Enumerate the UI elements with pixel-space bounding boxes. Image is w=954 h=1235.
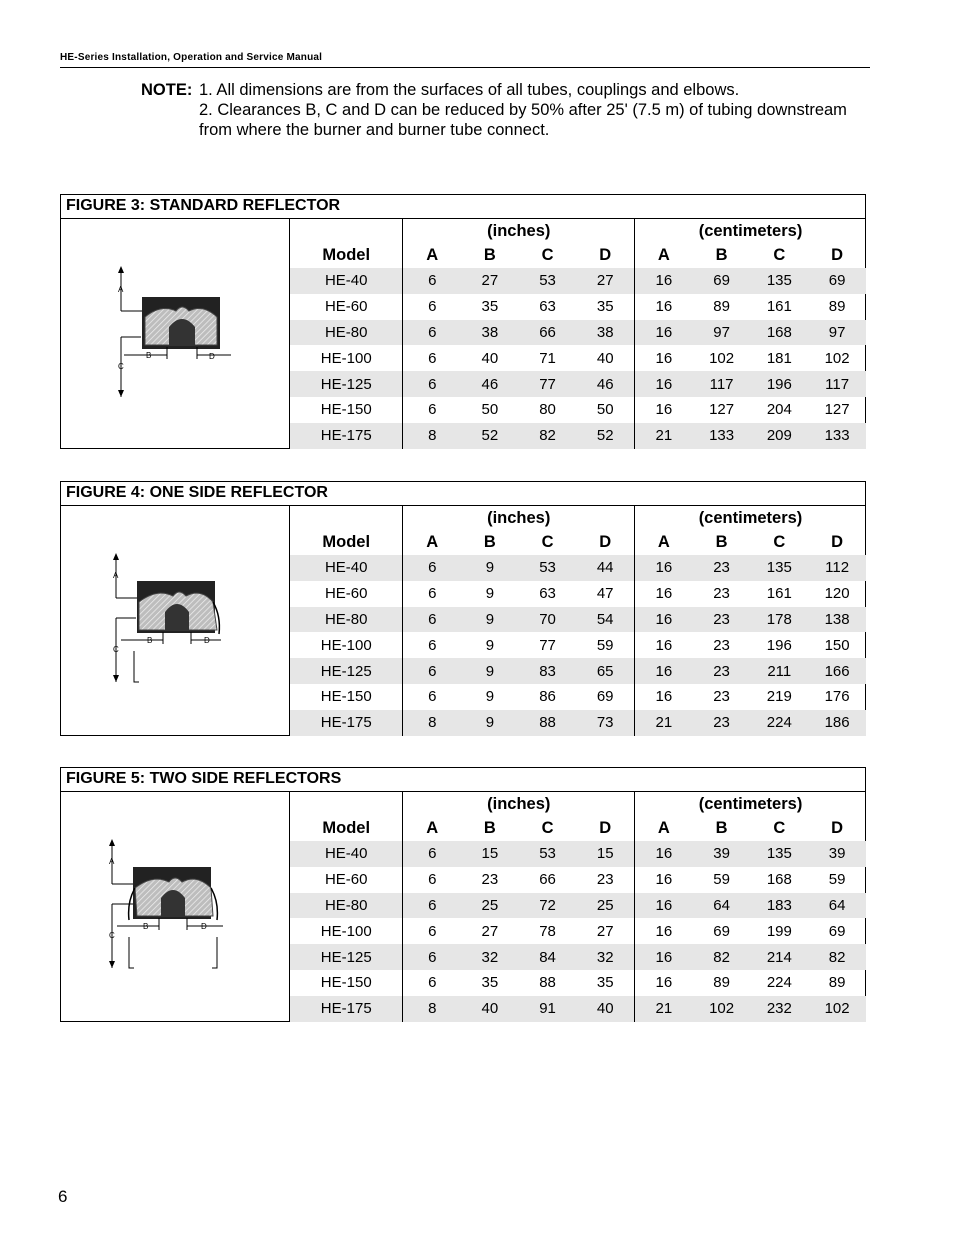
dimension-cell: 83	[519, 658, 577, 684]
col-header: B	[483, 246, 496, 264]
label-a: A	[109, 857, 115, 866]
dimension-cell: 23	[713, 688, 730, 706]
dimension-cell: 9	[485, 636, 495, 654]
label-b: B	[147, 636, 153, 645]
clearance-b-d-arrows	[117, 918, 223, 930]
dimension-cell: 224	[750, 710, 808, 736]
model-cell: HE-80	[290, 320, 403, 346]
dimension-cell: 25	[576, 893, 634, 919]
dimension-cell: 102	[824, 349, 850, 367]
dimension-cell: 23	[713, 636, 730, 654]
dimension-cell: 16	[635, 371, 693, 397]
label-b: B	[146, 351, 152, 360]
dimension-cell: 50	[481, 401, 499, 419]
model-cell: HE-80	[290, 893, 403, 919]
dimension-cell: 40	[461, 996, 519, 1022]
dimension-cell: 53	[519, 555, 577, 581]
dimension-cell: 133	[808, 423, 866, 449]
dimension-cell: 38	[576, 320, 634, 346]
dimension-cell: 150	[824, 636, 850, 654]
table-row	[290, 294, 866, 320]
dimension-cell: 73	[576, 710, 634, 736]
dimension-cell: 21	[635, 423, 693, 449]
dimension-cell: 133	[693, 423, 751, 449]
note-label: NOTE:	[141, 81, 193, 99]
dimension-cell: 6	[403, 658, 461, 684]
dimension-cell: 70	[519, 607, 577, 633]
col-header: D	[831, 533, 844, 551]
dimension-cell: 40	[596, 349, 614, 367]
dimension-cell: 27	[576, 268, 634, 294]
dimension-cell: 40	[481, 349, 499, 367]
table-row	[290, 423, 866, 449]
model-cell: HE-175	[290, 423, 403, 449]
dimension-cell: 23	[693, 658, 751, 684]
table-row	[290, 345, 866, 371]
dimension-cell: 112	[808, 555, 866, 581]
dimension-cell: 186	[808, 710, 866, 736]
dimension-cell: 23	[693, 607, 751, 633]
dimension-cell: 6	[403, 581, 461, 607]
dimension-cell: 224	[766, 974, 792, 992]
table-row	[290, 658, 866, 684]
dimension-cell: 6	[403, 867, 461, 893]
dimension-cell: 127	[824, 401, 850, 419]
dimension-cell: 84	[519, 944, 577, 970]
table-row	[290, 684, 866, 710]
dimension-cell: 204	[766, 401, 792, 419]
dimension-cell: 39	[693, 841, 751, 867]
dimension-cell: 25	[461, 893, 519, 919]
dimension-cell: 65	[576, 658, 634, 684]
table-row	[290, 397, 866, 423]
dimension-cell: 21	[635, 996, 693, 1022]
dimension-cell: 232	[750, 996, 808, 1022]
table-row	[290, 581, 866, 607]
model-cell: HE-80	[290, 607, 403, 633]
inches-header: (inches)	[403, 792, 635, 816]
col-header: B	[715, 533, 728, 551]
dimension-cell: 97	[808, 320, 866, 346]
dimension-cell: 161	[766, 298, 792, 316]
col-header: A	[635, 530, 693, 555]
table-row	[290, 607, 866, 633]
centimeters-header: (centimeters)	[635, 219, 866, 243]
dimension-cell: 88	[539, 974, 556, 992]
dimension-cell: 23	[693, 710, 751, 736]
dimension-cell: 16	[635, 294, 693, 320]
dimension-cell: 6	[403, 893, 461, 919]
dimension-cell: 127	[709, 401, 735, 419]
dimension-cell: 32	[461, 944, 519, 970]
dimension-cell: 211	[750, 658, 808, 684]
dimension-cell: 50	[596, 401, 614, 419]
dimension-cell: 16	[635, 607, 693, 633]
model-cell: HE-60	[324, 585, 368, 603]
dimension-cell: 64	[693, 893, 751, 919]
dimension-cell: 9	[461, 555, 519, 581]
dimension-cell: 38	[461, 320, 519, 346]
dimension-cell: 209	[750, 423, 808, 449]
dimension-cell: 82	[519, 423, 577, 449]
dimension-cell: 77	[539, 636, 556, 654]
dimension-cell: 16	[635, 841, 693, 867]
dimension-cell: 6	[403, 918, 461, 944]
dimension-cell: 88	[519, 710, 577, 736]
table-row	[290, 320, 866, 346]
dimension-cell: 52	[576, 423, 634, 449]
model-cell: HE-175	[290, 710, 403, 736]
col-header: D	[599, 819, 612, 837]
dimension-cell: 6	[403, 397, 461, 423]
model-header: Model	[322, 533, 371, 551]
model-header: Model	[322, 819, 371, 837]
dimension-cell: 35	[481, 974, 499, 992]
model-cell: HE-100	[320, 349, 372, 367]
table-row	[290, 944, 866, 970]
dimension-cell: 166	[808, 658, 866, 684]
standard-reflector-diagram	[61, 219, 290, 448]
note-line-3: from where the burner and burner tube connect.	[199, 121, 550, 139]
dimension-cell: 89	[828, 974, 846, 992]
table-row	[290, 996, 866, 1022]
dimension-cell: 16	[635, 684, 693, 710]
dimension-cell: 89	[828, 298, 846, 316]
centimeters-header: (centimeters)	[635, 792, 866, 816]
dimension-cell: 64	[808, 893, 866, 919]
dimension-cell: 16	[635, 944, 693, 970]
dimension-cell: 23	[481, 871, 499, 889]
dimension-cell: 27	[596, 922, 614, 940]
col-header: A	[635, 816, 693, 841]
col-header: B	[483, 533, 496, 551]
dimension-cell: 102	[808, 996, 866, 1022]
dimension-cell: 77	[519, 371, 577, 397]
dimension-cell: 59	[713, 871, 730, 889]
label-b: B	[143, 922, 149, 931]
dimension-cell: 196	[766, 636, 792, 654]
page-number: 6	[58, 1187, 68, 1206]
dimension-cell: 6	[403, 970, 461, 996]
dimension-cell: 8	[403, 710, 461, 736]
col-header: D	[831, 819, 844, 837]
dimension-cell: 16	[635, 555, 693, 581]
model-cell: HE-150	[320, 401, 372, 419]
figure-title: FIGURE 3: STANDARD REFLECTOR	[61, 195, 865, 219]
dimension-cell: 161	[766, 585, 792, 603]
model-cell: HE-100	[320, 636, 372, 654]
dimension-cell: 46	[576, 371, 634, 397]
label-d: D	[209, 352, 215, 361]
dimension-cell: 69	[808, 268, 866, 294]
dimension-cell: 176	[824, 688, 850, 706]
dimension-cell: 23	[596, 871, 614, 889]
dimension-cell: 168	[750, 320, 808, 346]
dimension-cell: 52	[461, 423, 519, 449]
figure-title: FIGURE 5: TWO SIDE REFLECTORS	[61, 768, 865, 792]
dimension-cell: 6	[403, 555, 461, 581]
table-row	[290, 867, 866, 893]
dimension-cell: 9	[461, 710, 519, 736]
dimension-cell: 69	[596, 688, 614, 706]
dimension-cell: 6	[403, 944, 461, 970]
dimension-cell: 9	[461, 607, 519, 633]
table-row	[290, 710, 866, 736]
dimension-cell: 9	[485, 688, 495, 706]
dimension-cell: 219	[766, 688, 792, 706]
col-header: C	[541, 246, 554, 264]
table-row	[290, 268, 866, 294]
dimension-cell: 6	[403, 684, 461, 710]
dimension-cell: 6	[403, 345, 461, 371]
dimension-cell: 6	[403, 632, 461, 658]
dimension-cell: 199	[766, 922, 792, 940]
model-header: Model	[322, 246, 371, 264]
col-header: C	[773, 819, 786, 837]
dimension-cell: 6	[403, 371, 461, 397]
dimension-cell: 23	[713, 585, 730, 603]
dimension-cell: 8	[403, 996, 461, 1022]
col-header: A	[403, 816, 461, 841]
inches-header: (inches)	[403, 506, 635, 530]
dimension-cell: 15	[461, 841, 519, 867]
model-cell: HE-40	[290, 555, 403, 581]
dimension-cell: 117	[808, 371, 866, 397]
dimension-cell: 178	[750, 607, 808, 633]
dimension-cell: 21	[635, 710, 693, 736]
dimension-cell: 82	[808, 944, 866, 970]
dimension-cell: 102	[693, 996, 751, 1022]
table-row	[290, 970, 866, 996]
label-c: C	[113, 645, 119, 654]
dimension-cell: 71	[539, 349, 556, 367]
dimensions-table	[290, 219, 866, 449]
dimension-cell: 6	[403, 320, 461, 346]
dimension-cell: 32	[576, 944, 634, 970]
dimension-cell: 168	[766, 871, 792, 889]
figure-one-side-reflector	[60, 481, 866, 736]
dimension-cell: 183	[750, 893, 808, 919]
dimension-cell: 16	[635, 268, 693, 294]
col-header: A	[635, 243, 693, 268]
col-header: D	[599, 533, 612, 551]
col-header: C	[541, 533, 554, 551]
one-side-reflector-diagram	[61, 506, 290, 735]
label-c: C	[109, 931, 115, 940]
dimension-cell: 138	[808, 607, 866, 633]
model-cell: HE-125	[290, 944, 403, 970]
dimension-cell: 8	[403, 423, 461, 449]
manual-header: HE-Series Installation, Operation and Service Manual	[60, 52, 870, 68]
dimension-cell: 54	[576, 607, 634, 633]
dimension-cell: 117	[693, 371, 751, 397]
dimension-cell: 102	[709, 349, 735, 367]
col-header: A	[403, 530, 461, 555]
table-row	[290, 632, 866, 658]
dimension-cell: 66	[539, 871, 556, 889]
two-side-reflectors-diagram	[61, 792, 290, 1021]
dimension-cell: 16	[635, 397, 693, 423]
col-header: D	[831, 246, 844, 264]
model-cell: HE-150	[320, 688, 372, 706]
col-header: C	[773, 246, 786, 264]
dimension-cell: 16	[635, 632, 693, 658]
col-header: B	[715, 246, 728, 264]
col-header: A	[403, 243, 461, 268]
label-c: C	[118, 362, 124, 371]
dimension-cell: 35	[481, 298, 499, 316]
dimension-cell: 53	[519, 268, 577, 294]
dimension-cell: 6	[403, 268, 461, 294]
dimension-cell: 6	[403, 841, 461, 867]
dimension-cell: 16	[635, 581, 693, 607]
dimension-cell: 135	[750, 555, 808, 581]
table-row	[290, 841, 866, 867]
dimension-cell: 59	[596, 636, 614, 654]
dimension-cell: 35	[596, 974, 614, 992]
model-cell: HE-60	[324, 871, 368, 889]
dimension-cell: 66	[519, 320, 577, 346]
dimension-cell: 6	[403, 607, 461, 633]
dimension-cell: 120	[824, 585, 850, 603]
dimension-cell: 69	[828, 922, 846, 940]
dimensions-table	[290, 506, 866, 736]
col-header: B	[483, 819, 496, 837]
col-header: D	[599, 246, 612, 264]
dimension-cell: 214	[750, 944, 808, 970]
dimension-cell: 46	[461, 371, 519, 397]
dimension-cell: 80	[539, 401, 556, 419]
table-row	[290, 918, 866, 944]
inches-header: (inches)	[403, 219, 635, 243]
model-cell: HE-100	[320, 922, 372, 940]
dimension-cell: 53	[519, 841, 577, 867]
figure-title: FIGURE 4: ONE SIDE REFLECTOR	[61, 482, 865, 506]
model-cell: HE-125	[290, 371, 403, 397]
dimension-cell: 15	[576, 841, 634, 867]
label-d: D	[204, 636, 210, 645]
table-row	[290, 893, 866, 919]
model-cell: HE-40	[290, 841, 403, 867]
dimension-cell: 72	[519, 893, 577, 919]
dimension-cell: 16	[635, 320, 693, 346]
dimension-cell: 135	[750, 268, 808, 294]
dimension-cell: 47	[596, 585, 614, 603]
dimension-cell: 91	[519, 996, 577, 1022]
dimension-cell: 63	[539, 298, 556, 316]
dimension-cell: 6	[403, 294, 461, 320]
dimension-cell: 86	[539, 688, 556, 706]
col-header: C	[773, 533, 786, 551]
model-cell: HE-150	[320, 974, 372, 992]
dimension-cell: 89	[713, 974, 730, 992]
dimension-cell: 16	[635, 658, 693, 684]
dimension-cell: 82	[693, 944, 751, 970]
figure-standard-reflector	[60, 194, 866, 449]
label-a: A	[118, 285, 124, 294]
dimension-cell: 78	[539, 922, 556, 940]
dimension-cell: 16	[635, 893, 693, 919]
table-row	[290, 371, 866, 397]
label-a: A	[113, 571, 119, 580]
centimeters-header: (centimeters)	[635, 506, 866, 530]
model-cell: HE-125	[290, 658, 403, 684]
dimension-cell: 16	[635, 345, 693, 371]
dimension-cell: 196	[750, 371, 808, 397]
model-cell: HE-40	[290, 268, 403, 294]
model-cell: HE-175	[290, 996, 403, 1022]
dimension-cell: 40	[576, 996, 634, 1022]
dimension-cell: 9	[485, 585, 495, 603]
figure-two-side-reflectors	[60, 767, 866, 1022]
dimension-cell: 27	[461, 268, 519, 294]
dimension-cell: 89	[713, 298, 730, 316]
dimension-cell: 39	[808, 841, 866, 867]
dimension-cell: 35	[596, 298, 614, 316]
dimension-cell: 27	[481, 922, 499, 940]
dimension-cell: 16	[635, 918, 693, 944]
note-line-1: 1. All dimensions are from the surfaces of all tubes, couplings and elbows.	[199, 81, 740, 99]
label-d: D	[201, 922, 207, 931]
table-row	[290, 555, 866, 581]
dimension-cell: 16	[635, 970, 693, 996]
dimension-cell: 181	[766, 349, 792, 367]
dimension-cell: 135	[750, 841, 808, 867]
note-line-2: 2. Clearances B, C and D can be reduced by 50% after 25' (7.5 m) of tubing downstream	[199, 101, 847, 119]
dimension-cell: 63	[539, 585, 556, 603]
model-cell: HE-60	[324, 298, 368, 316]
dimensions-table	[290, 792, 866, 1022]
dimension-cell: 69	[713, 922, 730, 940]
dimension-cell: 23	[693, 555, 751, 581]
dimension-cell: 97	[693, 320, 751, 346]
col-header: C	[541, 819, 554, 837]
dimension-cell: 59	[828, 871, 846, 889]
dimension-cell: 44	[576, 555, 634, 581]
dimension-cell: 9	[461, 658, 519, 684]
dimension-cell: 16	[635, 867, 693, 893]
col-header: B	[715, 819, 728, 837]
dimension-cell: 69	[693, 268, 751, 294]
